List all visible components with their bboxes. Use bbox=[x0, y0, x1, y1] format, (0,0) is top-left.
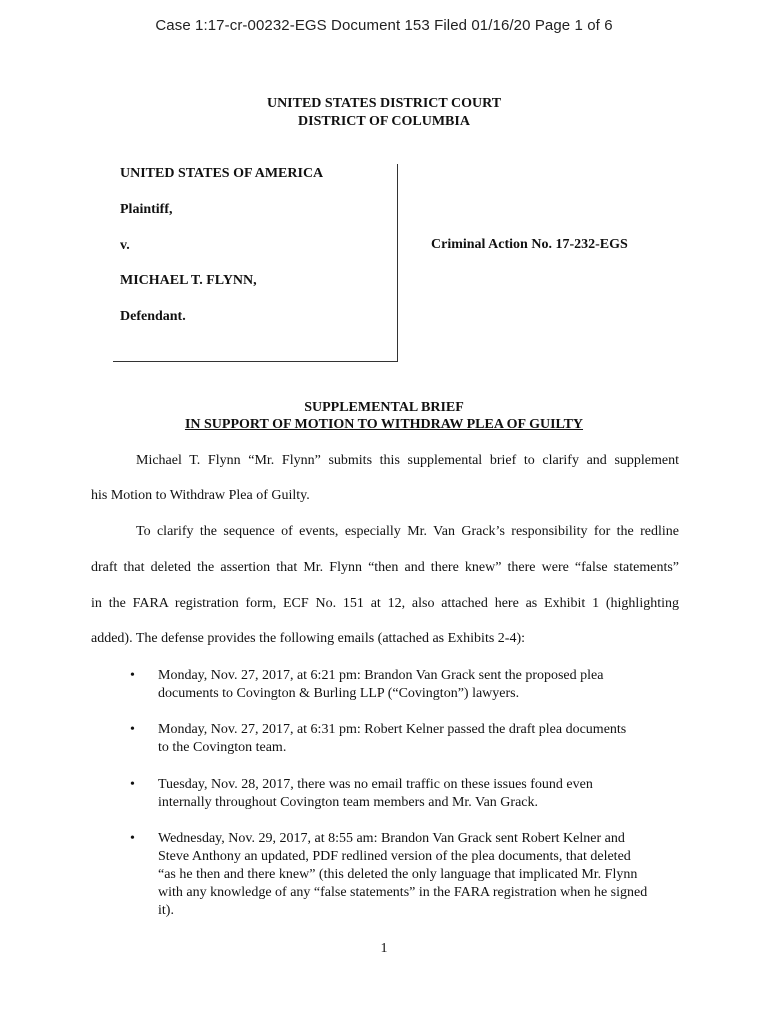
court-district: DISTRICT OF COLUMBIA bbox=[298, 114, 470, 129]
list-item-line: Monday, Nov. 27, 2017, at 6:21 pm: Brandon Van Grack sent the proposed plea bbox=[158, 668, 604, 683]
title-line-2: IN SUPPORT OF MOTION TO WITHDRAW PLEA OF GUILTY bbox=[184, 417, 584, 432]
plaintiff-name: UNITED STATES OF AMERICA bbox=[120, 166, 324, 181]
list-item-line: it). bbox=[158, 903, 174, 918]
court-name: UNITED STATES DISTRICT COURT bbox=[266, 96, 502, 111]
defendant-name: MICHAEL T. FLYNN, bbox=[120, 273, 257, 288]
list-item-line: Monday, Nov. 27, 2017, at 6:31 pm: Robert Kelner passed the draft plea documents bbox=[158, 722, 627, 737]
list-item-line: Tuesday, Nov. 28, 2017, there was no email traffic on these issues found even bbox=[158, 777, 593, 792]
list-item-line: “as he then and there knew” (this deleted the only language that implicated Mr. Flynn bbox=[158, 867, 638, 882]
court-heading bbox=[0, 95, 768, 131]
list-item-line: internally throughout Covington team members and Mr. Van Grack. bbox=[158, 795, 539, 810]
action-number: Criminal Action No. 17-232-EGS bbox=[431, 237, 628, 252]
paragraph-2-line-4: added). The defense provides the following emails (attached as Exhibits 2-4): bbox=[91, 631, 525, 646]
paragraph-2-line-3: in the FARA registration form, ECF No. 151 at 12, also attached here as Exhibit 1 (highlighting bbox=[91, 596, 679, 611]
caption-box bbox=[113, 164, 398, 362]
list-item-line: Wednesday, Nov. 29, 2017, at 8:55 am: Brandon Van Grack sent Robert Kelner and bbox=[158, 831, 625, 846]
bullet-icon: • bbox=[130, 777, 135, 792]
case-header: Case 1:17-cr-00232-EGS Document 153 Filed 01/16/20 Page 1 of 6 bbox=[155, 17, 613, 34]
list-item-line: to the Covington team. bbox=[158, 740, 287, 755]
document-title bbox=[0, 399, 768, 433]
bullet-icon: • bbox=[130, 722, 135, 737]
list-item-line: documents to Covington & Burling LLP (“Covington”) lawyers. bbox=[158, 686, 520, 701]
paragraph-2-line-1: To clarify the sequence of events, especially Mr. Van Grack’s responsibility for the redline bbox=[136, 524, 679, 539]
plaintiff-role: Plaintiff, bbox=[120, 202, 173, 217]
page-number: 1 bbox=[380, 941, 388, 956]
paragraph-1-line-1: Michael T. Flynn “Mr. Flynn” submits this supplemental brief to clarify and supplement bbox=[136, 453, 679, 468]
list-item-line: Steve Anthony an updated, PDF redlined version of the plea documents, that deleted bbox=[158, 849, 631, 864]
paragraph-2-line-2: draft that deleted the assertion that Mr. Flynn “then and there knew” there were “false statements” bbox=[91, 560, 679, 575]
title-line-1: SUPPLEMENTAL BRIEF bbox=[304, 400, 464, 415]
bullet-icon: • bbox=[130, 831, 135, 846]
bullet-icon: • bbox=[130, 668, 135, 683]
paragraph-1-line-2: his Motion to Withdraw Plea of Guilty. bbox=[91, 488, 310, 503]
defendant-role: Defendant. bbox=[120, 309, 186, 324]
list-item-line: with any knowledge of any “false statements” in the FARA registration when he signed bbox=[158, 885, 648, 900]
versus-label: v. bbox=[120, 238, 130, 253]
